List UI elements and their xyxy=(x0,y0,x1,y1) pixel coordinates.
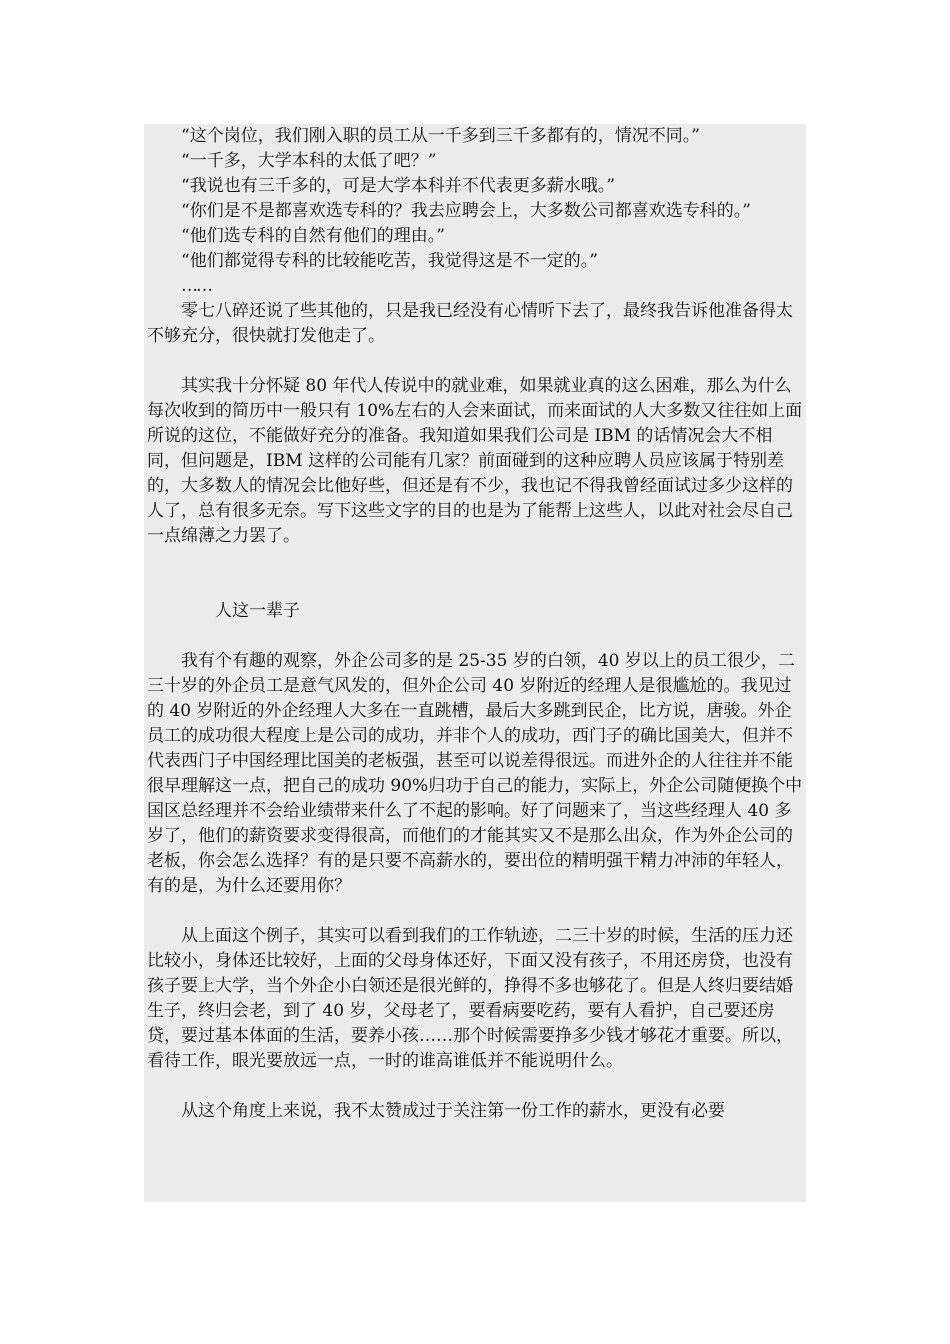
dialogue-line-3: “我说也有三千多的，可是大学本科并不代表更多薪水哦。” xyxy=(181,176,615,196)
dialogue-line-5: “他们选专科的自然有他们的理由。” xyxy=(181,226,445,246)
text-block xyxy=(144,124,806,1202)
paragraph-last: 从这个角度上来说，我不太赞成过于关注第一份工作的薪水，更没有必要 xyxy=(181,1101,725,1121)
paragraph-trajectory: 从上面这个例子，其实可以看到我们的工作轨迹，二三十岁的时候，生活的压力还比较小，身体还比较好，上面的父母身体还好，下面又没有孩子，不用还房贷，也没有孩子要上大学，当个外企小白领还是很光鲜的，挣得不多也够花了。但是人终归要结婚生子，终归会老，到了 40 岁，父母老了，要看病要吃药，要有人看护，自己要还房贷，要过基本体面的生活，要养小孩……那个时候需要挣多少钱才够花才重要。所以，看待工作，眼光要放远一点，一时的谁高谁低并不能说明什么。 xyxy=(147,926,793,1071)
blank-line xyxy=(147,549,803,599)
blank-line xyxy=(147,1074,803,1099)
ellipsis-line: …… xyxy=(181,276,211,296)
blank-line xyxy=(147,899,803,924)
paragraph-observation: 我有个有趣的观察，外企公司多的是 25-35 岁的白领，40 岁以上的员工很少，二三十岁的外企员工是意气风发的，但外企公司 40 岁附近的经理人是很尴尬的。我见过的 40 岁附近的外企经理人大多在一直跳槽，最后大多跳到民企，比方说，唐骏。外企员工的成功很大程度上是公司的成功，并非个人的成功，西门子的确比国美大，但并不代表西门子中国经理比国美的老板强，甚至可以说差得很远。而进外企的人往往并不能很早理解这一点，把自己的成功 90%归功于自己的能力，实际上，外企公司随便换个中国区总经理并不会给业绩带来什么了不起的影响。好了问题来了，当这些经理人 40 多岁了，他们的薪资要求变得很高，而他们的才能其实又不是那么出众，作为外企公司的老板，你会怎么选择？有的是只要不高薪水的，要出位的精明强干精力冲沛的年轻人，有的是，为什么还要用你？ xyxy=(147,651,803,896)
dialogue-line-4: “你们是不是都喜欢选专科的？我去应聘会上，大多数公司都喜欢选专科的。” xyxy=(181,201,751,221)
dialogue-line-2: “一千多，大学本科的太低了吧？” xyxy=(181,151,437,171)
paragraph-after-dialogue: 零七八碎还说了些其他的，只是我已经没有心情听下去了，最终我告诉他准备得太不够充分，很快就打发他走了。 xyxy=(147,301,793,346)
dialogue-line-1: “这个岗位，我们刚入职的员工从一千多到三千多都有的，情况不同。” xyxy=(181,126,700,146)
section-heading: 人这一辈子 xyxy=(215,601,300,621)
blank-line xyxy=(147,349,803,374)
blank-line xyxy=(147,624,803,649)
dialogue-line-6: “他们都觉得专科的比较能吃苦，我觉得这是不一定的。” xyxy=(181,251,598,271)
paragraph-employment-doubt: 其实我十分怀疑 80 年代人传说中的就业难，如果就业真的这么困难，那么为什么每次收到的简历中一般只有 10%左右的人会来面试，而来面试的人大多数又往往如上面所说的这位，不能做好充分的准备。我知道如果我们公司是 IBM 的话情况会大不相同，但问题是，IBM 这样的公司能有几家？前面碰到的这种应聘人员应该属于特别差的，大多数人的情况会比他好些，但还是有不少，我也记不得我曾经面试过多少这样的人了，总有很多无奈。写下这些文字的目的也是为了能帮上这些人，以此对社会尽自己一点绵薄之力罢了。 xyxy=(147,376,803,546)
